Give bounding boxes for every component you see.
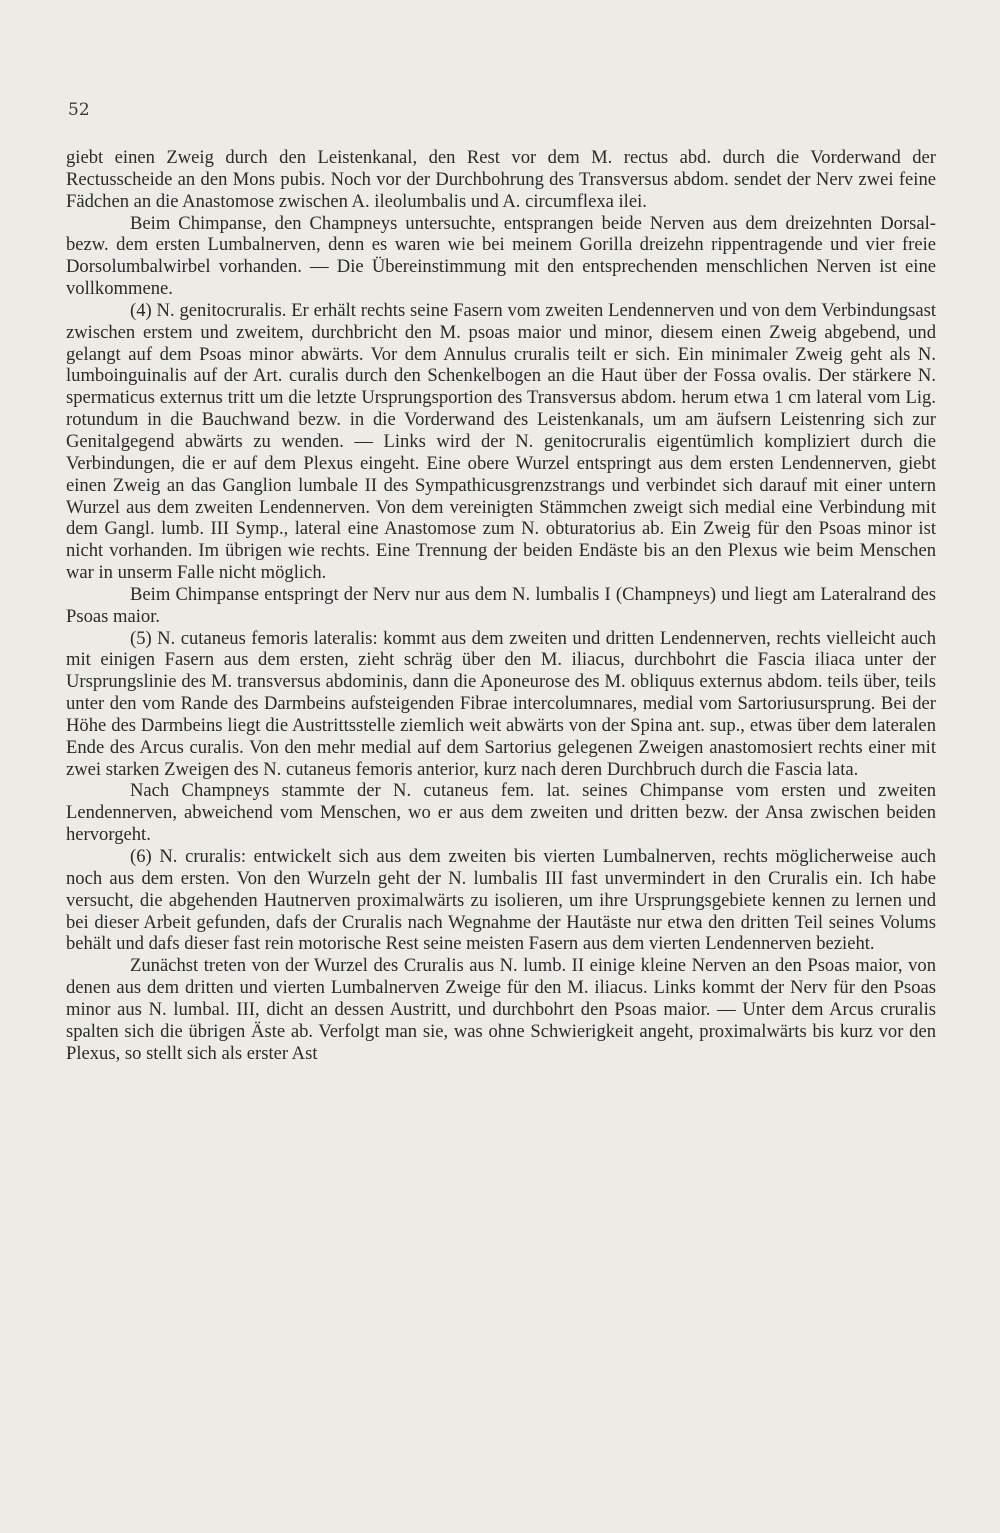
paragraph-2: Beim Chimpanse, den Champneys untersuchte, entsprangen beide Nerven aus dem dreizehnten Dorsal- bezw. dem ersten Lumbalnerven, denn es waren wie bei meinem Gorilla dreizehn rippentragende und vier freie Dorsolumbalwirbel vorhanden. — Die Übereinstimmung mit den entsprechenden menschlichen Nerven ist eine vollkommene. [66,212,936,300]
page-number: 52 [68,100,90,120]
paragraph-4: Beim Chimpanse entspringt der Nerv nur aus dem N. lumbalis I (Champneys) und liegt am Lateralrand des Psoas maior. [66,583,936,627]
paragraph-8: Zunächst treten von der Wurzel des Cruralis aus N. lumb. II einige kleine Nerven an den Psoas maior, von denen aus dem dritten und vierten Lumbalnerven Zweige für den M. iliacus. Links kommt der Nerv für den Psoas minor aus N. lumbal. III, dicht an dessen Austritt, und durchbohrt den Psoas maior. — Unter dem Arcus cruralis spalten sich die übrigen Äste ab. Verfolgt man sie, was ohne Schwierigkeit angeht, proximalwärts bis kurz vor den Plexus, so stellt sich als erster Ast [66,955,936,1064]
paragraph-7: (6) N. cruralis: entwickelt sich aus dem zweiten bis vierten Lumbalnerven, rechts möglicherweise auch noch aus dem ersten. Von den Wurzeln geht der N. lumbalis III fast unvermindert in den Cruralis ein. Ich habe versucht, die abgehenden Hautnerven proximalwärts zu isolieren, um ihre Ursprungsgebiete kennen zu lernen und bei dieser Arbeit gefunden, dafs der Cruralis nach Wegnahme der Hautäste nur etwa den dritten Teil seines Volums behält und dafs dieser fast rein motorische Rest seine meisten Fasern aus dem vierten Lendennerven bezieht. [66,846,936,955]
body-text [66,147,936,1064]
paragraph-1: giebt einen Zweig durch den Leistenkanal, den Rest vor dem M. rectus abd. durch die Vorderwand der Rectusscheide an den Mons pubis. Noch vor der Durchbohrung des Transversus abdom. sendet der Nerv zwei feine Fädchen an die Anastomose zwischen A. ileolumbalis und A. circumflexa ilei. [66,147,936,212]
paragraph-3: (4) N. genitocruralis. Er erhält rechts seine Fasern vom zweiten Lendennerven und von dem Verbindungsast zwischen erstem und zweitem, durchbricht den M. psoas maior und minor, diesem einen Zweig abgebend, und gelangt auf dem Psoas minor abwärts. Vor dem Annulus cruralis teilt er sich. Ein minimaler Zweig geht als N. lumboinguinalis auf der Art. curalis durch den Schenkelbogen an die Haut über der Fossa ovalis. Der stärkere N. spermaticus externus tritt um die letzte Ursprungsportion des Transversus abdom. herum etwa 1 cm lateral vom Lig. rotundum in die Bauchwand bezw. in die Vorderwand des Leistenkanals, um am äufsern Leistenring sich zur Genitalgegend abwärts zu wenden. — Links wird der N. genitocruralis eigentümlich kompliziert durch die Verbindungen, die er auf dem Plexus eingeht. Eine obere Wurzel entspringt aus dem ersten Lendennerven, giebt einen Zweig an das Ganglion lumbale II des Sympathicusgrenzstrangs und verbindet sich darauf mit einer untern Wurzel aus dem zweiten Lendennerven. Von dem vereinigten Stämmchen zweigt sich medial eine Verbindung mit dem Gangl. lumb. III Symp., lateral eine Anastomose zum N. obturatorius ab. Ein Zweig für den Psoas minor ist nicht vorhanden. Im übrigen wie rechts. Eine Trennung der beiden Endäste bis an den Plexus wie beim Menschen war in unserm Falle nicht möglich. [66,299,936,584]
paragraph-5: (5) N. cutaneus femoris lateralis: kommt aus dem zweiten und dritten Lendennerven, rechts vielleicht auch mit einigen Fasern aus dem ersten, zieht schräg über den M. iliacus, durchbohrt die Fascia iliaca unter der Ursprungslinie des M. transversus abdominis, dann die Aponeurose des M. obliquus externus abdom. teils über, teils unter den vom Rande des Darmbeins aufsteigenden Fibrae intercolumnares, medial vom Sartoriusursprung. Bei der Höhe des Darmbeins liegt die Austrittsstelle ziemlich weit abwärts von der Spina ant. sup., etwas über dem lateralen Ende des Arcus curalis. Von den mehr medial auf dem Sartorius gelegenen Zweigen anastomosiert rechts einer mit zwei starken Zweigen des N. cutaneus femoris anterior, kurz nach deren Durchbruch durch die Fascia lata. [66,627,936,780]
paragraph-6: Nach Champneys stammte der N. cutaneus fem. lat. seines Chimpanse vom ersten und zweiten Lendennerven, abweichend vom Menschen, wo er aus dem zweiten und dritten bezw. der Ansa zwischen beiden hervorgeht. [66,780,936,846]
